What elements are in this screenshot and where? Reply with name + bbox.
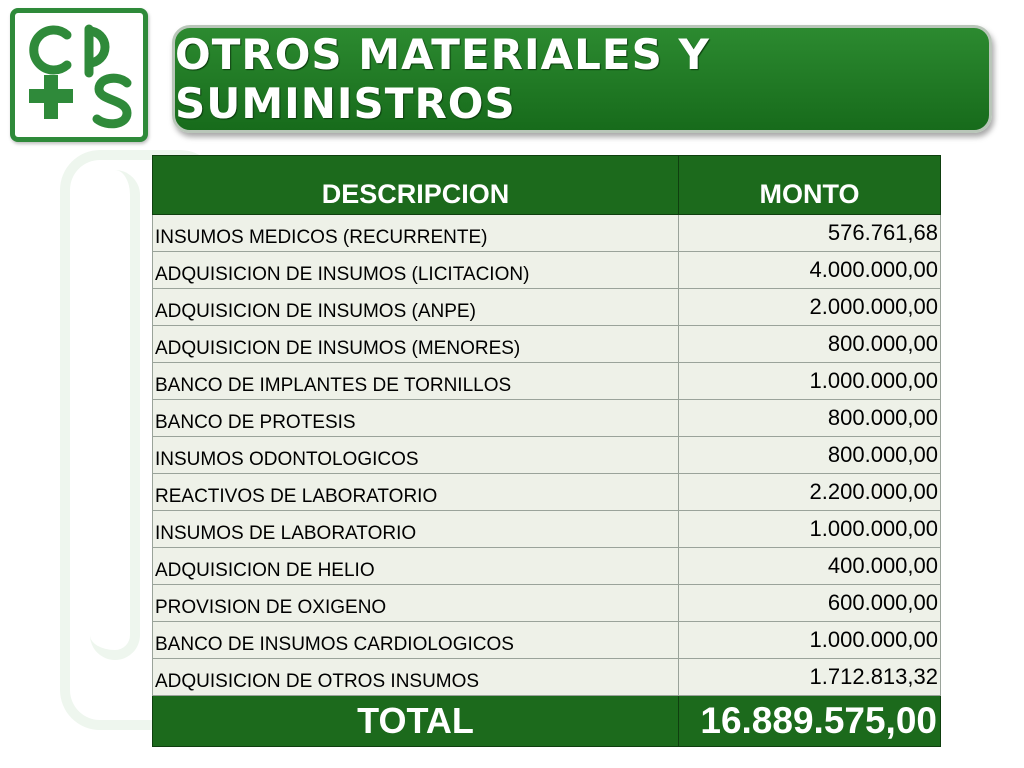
table-row bbox=[153, 474, 941, 511]
table-row bbox=[153, 252, 941, 289]
cps-logo-icon bbox=[15, 13, 143, 137]
table-row bbox=[153, 585, 941, 622]
table-row bbox=[153, 326, 941, 363]
row-description: INSUMOS MEDICOS (RECURRENTE) bbox=[153, 215, 679, 252]
row-description: BANCO DE INSUMOS CARDIOLOGICOS bbox=[153, 622, 679, 659]
row-amount: 1.000.000,00 bbox=[679, 511, 941, 548]
row-description: BANCO DE IMPLANTES DE TORNILLOS bbox=[153, 363, 679, 400]
row-amount: 576.761,68 bbox=[679, 215, 941, 252]
watermark bbox=[90, 170, 140, 660]
page-title: OTROS MATERIALES Y SUMINISTROS bbox=[175, 30, 710, 128]
row-amount: 1.000.000,00 bbox=[679, 363, 941, 400]
total-row bbox=[153, 696, 941, 747]
row-amount: 4.000.000,00 bbox=[679, 252, 941, 289]
row-description: ADQUISICION DE OTROS INSUMOS bbox=[153, 659, 679, 696]
cps-logo bbox=[10, 8, 148, 142]
row-amount: 800.000,00 bbox=[679, 400, 941, 437]
table-row bbox=[153, 511, 941, 548]
row-description: ADQUISICION DE HELIO bbox=[153, 548, 679, 585]
table-row bbox=[153, 215, 941, 252]
total-amount: 16.889.575,00 bbox=[679, 696, 941, 747]
table-row bbox=[153, 437, 941, 474]
column-header-description: DESCRIPCION bbox=[153, 156, 679, 215]
row-amount: 1.000.000,00 bbox=[679, 622, 941, 659]
row-amount: 800.000,00 bbox=[679, 437, 941, 474]
row-amount: 400.000,00 bbox=[679, 548, 941, 585]
row-description: INSUMOS DE LABORATORIO bbox=[153, 511, 679, 548]
table-row bbox=[153, 363, 941, 400]
row-description: REACTIVOS DE LABORATORIO bbox=[153, 474, 679, 511]
total-label: TOTAL bbox=[153, 696, 679, 747]
table-row bbox=[153, 622, 941, 659]
row-description: ADQUISICION DE INSUMOS (MENORES) bbox=[153, 326, 679, 363]
row-amount: 2.000.000,00 bbox=[679, 289, 941, 326]
table-row bbox=[153, 289, 941, 326]
table-header-row bbox=[153, 156, 941, 215]
row-amount: 600.000,00 bbox=[679, 585, 941, 622]
row-amount: 1.712.813,32 bbox=[679, 659, 941, 696]
title-banner bbox=[172, 25, 992, 133]
row-description: BANCO DE PROTESIS bbox=[153, 400, 679, 437]
table-row bbox=[153, 659, 941, 696]
table-row bbox=[153, 400, 941, 437]
row-description: INSUMOS ODONTOLOGICOS bbox=[153, 437, 679, 474]
row-description: PROVISION DE OXIGENO bbox=[153, 585, 679, 622]
row-amount: 2.200.000,00 bbox=[679, 474, 941, 511]
table-row bbox=[153, 548, 941, 585]
budget-table bbox=[152, 155, 941, 747]
row-description: ADQUISICION DE INSUMOS (ANPE) bbox=[153, 289, 679, 326]
column-header-amount: MONTO bbox=[679, 156, 941, 215]
row-description: ADQUISICION DE INSUMOS (LICITACION) bbox=[153, 252, 679, 289]
row-amount: 800.000,00 bbox=[679, 326, 941, 363]
